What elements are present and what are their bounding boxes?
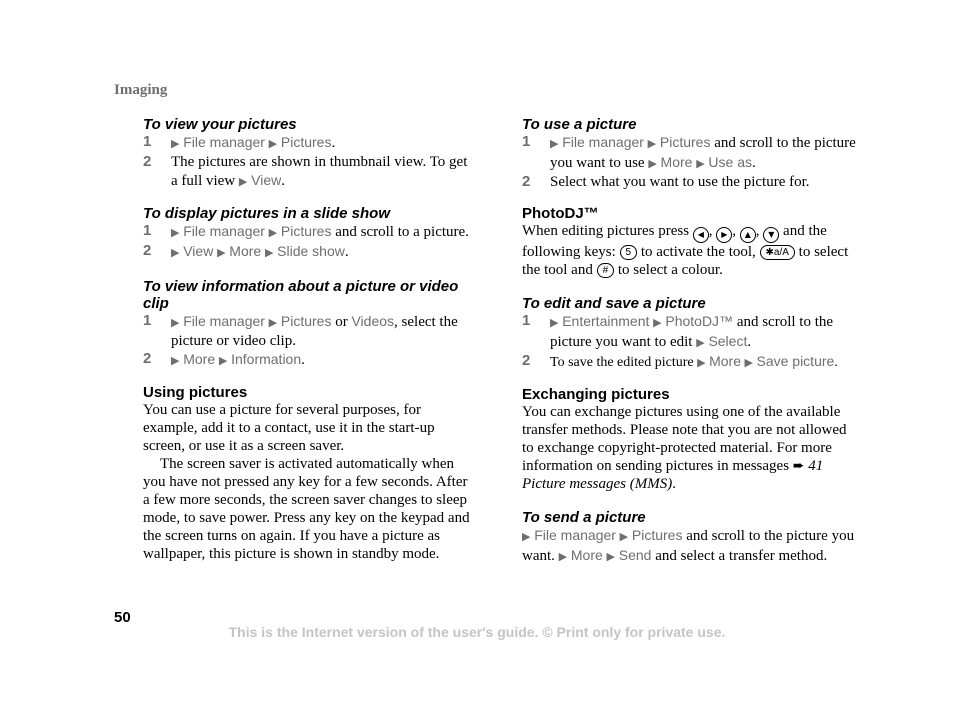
exchanging-title: Exchanging pictures <box>522 386 670 403</box>
step-end: . <box>747 334 752 350</box>
menu-item-pictures: Pictures <box>631 527 683 543</box>
photodj-text-2: and the following keys: <box>522 223 827 260</box>
menu-arrow-icon: ▶ <box>606 551 616 563</box>
menu-item-pictures: Pictures <box>280 134 332 150</box>
step-end: . <box>344 244 349 260</box>
menu-item-file-manager: File manager <box>183 223 265 239</box>
menu-arrow-icon: ▶ <box>171 355 180 367</box>
view-pictures-step-2 <box>143 153 473 191</box>
slide-show-title: To display pictures in a slide show <box>143 205 391 222</box>
using-pictures-paragraph-2: The screen saver is activated automatically when you have not pressed any key for a few seconds. After a few more seconds, the screen saver changes to sleep mode, to save power. Press any key on the keypad and the screen turns on again. If you have a picture as wallpaper, this picture is shown in standby mode. <box>143 456 470 562</box>
reference-arrow-icon: ➨ <box>792 458 805 474</box>
menu-item-view: View <box>251 172 282 188</box>
send-text-2: and select a transfer method. <box>655 548 828 564</box>
step-text: To save the edited picture <box>550 355 694 370</box>
menu-arrow-icon: ▶ <box>264 247 274 259</box>
page-reference: 41 Picture messages (MMS) <box>522 458 824 492</box>
slide-show-block <box>143 205 473 262</box>
nav-right-key-icon: ▶ <box>716 227 732 243</box>
menu-item-file-manager: File manager <box>183 134 265 150</box>
send-text-1: and scroll to the picture you want. <box>522 528 855 564</box>
step-end: . <box>281 173 285 189</box>
step-number: 1 <box>143 312 152 329</box>
photodj-text-1: When editing pictures press <box>522 223 690 239</box>
step-number: 1 <box>522 133 531 150</box>
footer-notice: This is the Internet version of the user's guide. © Print only for private use. <box>228 624 726 640</box>
key-hash-icon: # <box>597 263 615 278</box>
step-text: , select the picture or video clip. <box>171 314 458 349</box>
menu-item-pictures: Pictures <box>659 134 711 150</box>
photodj-title: PhotoDJ™ <box>522 205 599 222</box>
use-picture-title: To use a picture <box>522 116 637 133</box>
right-column <box>522 116 857 566</box>
step-number: 1 <box>143 222 152 239</box>
menu-item-send: Send <box>618 547 652 563</box>
menu-arrow-icon: ▶ <box>558 551 568 563</box>
step-number: 2 <box>522 173 531 190</box>
photodj-text-5: to select a colour. <box>617 262 723 278</box>
step-text: The pictures are shown in thumbnail view. To get a full view <box>171 154 468 189</box>
menu-arrow-icon: ▶ <box>238 176 248 188</box>
photodj-block <box>522 205 857 279</box>
slide-show-step-1 <box>143 222 473 242</box>
step-number: 2 <box>522 352 531 369</box>
section-header: Imaging <box>114 82 168 98</box>
step-text-or: or <box>335 314 348 330</box>
menu-arrow-icon: ▶ <box>647 138 657 150</box>
key-5-icon: 5 <box>620 245 638 260</box>
menu-item-photodj: PhotoDJ™ <box>665 313 734 329</box>
menu-arrow-icon: ▶ <box>268 317 278 329</box>
menu-arrow-icon: ▶ <box>648 158 657 170</box>
menu-arrow-icon: ▶ <box>522 531 531 543</box>
page-number: 50 <box>114 609 131 626</box>
exchanging-text: You can exchange pictures using one of the available transfer methods. Please note that you are not allowed to exchange copyright-protected material. For more information on sending pictures in messages <box>522 404 847 474</box>
step-number: 1 <box>143 133 152 150</box>
view-pictures-step-1 <box>143 133 473 153</box>
using-pictures-title: Using pictures <box>143 384 248 401</box>
menu-arrow-icon: ▶ <box>744 357 753 369</box>
menu-item-videos: Videos <box>351 313 395 329</box>
use-picture-step-1 <box>522 133 857 173</box>
paragraph-end: . <box>672 476 676 492</box>
edit-save-step-1 <box>522 312 857 352</box>
menu-item-more: More <box>183 351 216 367</box>
step-number: 2 <box>143 242 152 259</box>
photodj-text-4: to select the tool and <box>522 244 849 278</box>
photodj-paragraph: When editing pictures press ◀ , ▶ , ▲ , ▼ and the following keys: 5 to activate the tool, ✱a/A to select the tool and # to select a colour. <box>522 223 849 278</box>
menu-item-use-as: Use as <box>708 154 752 170</box>
menu-arrow-icon: ▶ <box>171 247 180 259</box>
step-text: and scroll to the picture you want to use <box>550 135 856 171</box>
edit-save-step-2 <box>522 352 857 372</box>
menu-item-file-manager: File manager <box>183 313 265 329</box>
view-pictures-title: To view your pictures <box>143 116 297 133</box>
send-paragraph <box>522 526 857 566</box>
menu-arrow-icon: ▶ <box>268 138 278 150</box>
step-text: and scroll to a picture. <box>335 224 469 240</box>
send-block <box>522 509 857 566</box>
menu-item-information: Information <box>231 351 302 367</box>
menu-item-select: Select <box>708 333 748 349</box>
info-step-2 <box>143 350 473 370</box>
step-end: . <box>834 355 838 370</box>
menu-item-file-manager: File manager <box>534 527 616 543</box>
nav-left-key-icon: ◀ <box>693 227 709 243</box>
edit-save-title: To edit and save a picture <box>522 295 706 312</box>
using-pictures-paragraph-1: You can use a picture for several purposes, for example, add it to a contact, use it in the start-up screen, or use it as a screen saver. <box>143 402 435 454</box>
menu-arrow-icon: ▶ <box>171 138 180 150</box>
menu-arrow-icon: ▶ <box>619 531 629 543</box>
send-title: To send a picture <box>522 509 646 526</box>
step-number: 2 <box>143 350 152 367</box>
menu-item-pictures: Pictures <box>280 223 332 239</box>
step-end: . <box>752 155 756 171</box>
edit-save-block <box>522 295 857 372</box>
menu-arrow-icon: ▶ <box>217 247 226 259</box>
exchanging-paragraph <box>522 403 857 493</box>
step-number: 1 <box>522 312 531 329</box>
info-step-1 <box>143 312 473 350</box>
menu-arrow-icon: ▶ <box>696 158 705 170</box>
step-end: . <box>301 352 305 368</box>
menu-item-more: More <box>570 547 603 563</box>
menu-arrow-icon: ▶ <box>653 317 662 329</box>
menu-item-save-picture: Save picture <box>756 353 835 369</box>
menu-arrow-icon: ▶ <box>218 355 228 367</box>
menu-item-slide-show: Slide show <box>277 243 345 259</box>
menu-arrow-icon: ▶ <box>550 317 559 329</box>
menu-arrow-icon: ▶ <box>550 138 559 150</box>
key-star-icon: ✱a/A <box>760 245 795 260</box>
menu-arrow-icon: ▶ <box>696 337 705 349</box>
slide-show-step-2 <box>143 242 473 262</box>
nav-down-key-icon: ▼ <box>763 227 779 243</box>
nav-up-key-icon: ▲ <box>740 227 756 243</box>
photodj-text-3: to activate the tool, <box>640 244 756 260</box>
menu-arrow-icon: ▶ <box>268 227 278 239</box>
view-pictures-block <box>143 116 473 191</box>
step-end: . <box>331 135 336 151</box>
menu-item-view: View <box>183 243 214 259</box>
menu-item-pictures: Pictures <box>280 313 332 329</box>
use-picture-block <box>522 116 857 191</box>
menu-item-more: More <box>660 154 693 170</box>
info-block <box>143 278 473 370</box>
using-pictures-block <box>143 384 473 563</box>
exchanging-block <box>522 386 857 493</box>
menu-arrow-icon: ▶ <box>171 227 180 239</box>
menu-item-entertainment: Entertainment <box>562 313 650 329</box>
use-picture-step-2 <box>522 173 857 191</box>
step-number: 2 <box>143 153 152 170</box>
step-text: Select what you want to use the picture for. <box>550 174 810 190</box>
left-column <box>143 116 473 563</box>
menu-arrow-icon: ▶ <box>697 357 706 369</box>
menu-item-more: More <box>709 353 742 369</box>
step-text: and scroll to the picture you want to edit <box>550 314 834 350</box>
info-title: To view information about a picture or video clip <box>143 278 459 312</box>
menu-item-more: More <box>229 243 262 259</box>
menu-item-file-manager: File manager <box>562 134 644 150</box>
menu-arrow-icon: ▶ <box>171 317 180 329</box>
